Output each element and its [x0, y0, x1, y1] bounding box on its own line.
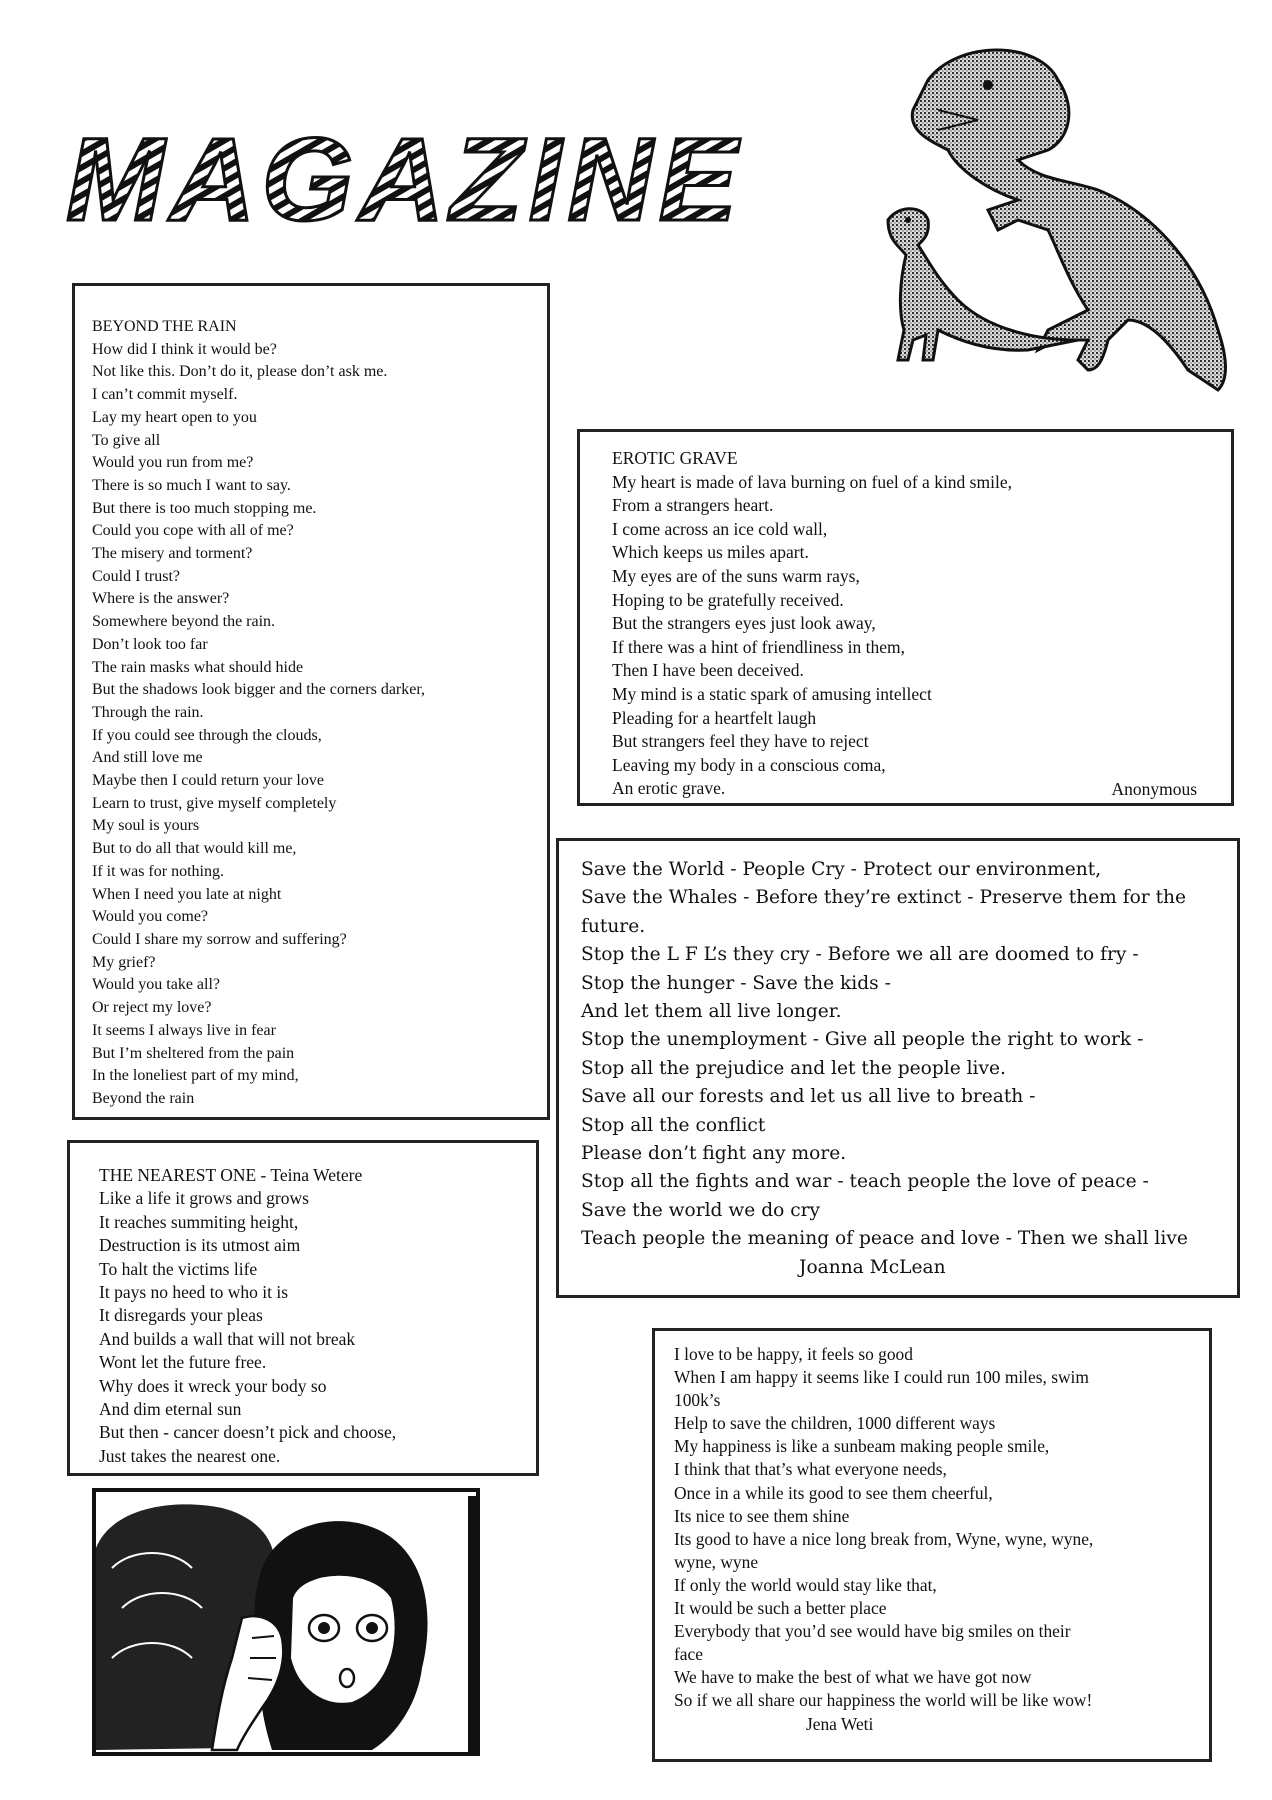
poem-line: But strangers feel they have to reject: [612, 731, 869, 752]
poem-line: The misery and torment?: [92, 545, 253, 563]
poem-line: From a strangers heart.: [612, 495, 774, 516]
magazine-title-text: MAGAZINE: [66, 120, 744, 240]
poem-line: Leaving my body in a conscious coma,: [612, 754, 886, 775]
poem-title: THE NEAREST ONE - Teina Wetere: [99, 1165, 363, 1185]
poem-line: Maybe then I could return your love: [92, 772, 324, 790]
poem-author: Joanna McLean: [799, 1256, 946, 1278]
poem-line: Stop the hunger - Save the kids -: [581, 972, 891, 994]
poem-line: And still love me: [92, 749, 203, 767]
the-nearest-one-poem: [67, 1140, 539, 1476]
poem-line: It would be such a better place: [674, 1598, 887, 1619]
poem-line: But the strangers eyes just look away,: [612, 613, 876, 634]
poem-line: Don’t look too far: [92, 635, 208, 653]
poem-line: Help to save the children, 1000 different ways: [674, 1413, 996, 1434]
beyond-the-rain-poem: [72, 283, 550, 1120]
poem-line: Teach people the meaning of peace and love - Then we shall live: [581, 1228, 1188, 1250]
poem-line: My eyes are of the suns warm rays,: [612, 565, 860, 586]
poem-line: It reaches summiting height,: [99, 1211, 299, 1232]
poem-line: Save all our forests and let us all live to breath -: [581, 1086, 1036, 1108]
poem-line: Where is the answer?: [92, 590, 230, 608]
poem-line: Wont let the future free.: [99, 1352, 267, 1373]
poem-line: Then I have been deceived.: [612, 660, 804, 681]
poem-line: Save the World - People Cry - Protect our environment,: [581, 859, 1102, 880]
poem-line: If only the world would stay like that,: [674, 1574, 937, 1595]
poem-line: It pays no heed to who it is: [99, 1282, 289, 1303]
poem-line: Once in a while its good to see them cheerful,: [674, 1482, 993, 1503]
poem-line: How did I think it would be?: [92, 340, 277, 358]
poem-line: When I need you late at night: [92, 885, 282, 903]
poem-line: And dim eternal sun: [99, 1399, 242, 1420]
poem-line: Stop all the conflict: [581, 1114, 766, 1136]
magazine-title: [62, 120, 822, 240]
poem-line: It seems I always live in fear: [92, 1021, 276, 1039]
poem-author: Anonymous: [1111, 779, 1197, 800]
poem-line: My heart is made of lava burning on fuel of a kind smile,: [612, 471, 1012, 492]
poem-line: Not like this. Don’t do it, please don’t ask me.: [92, 363, 388, 381]
poem-line: Why does it wreck your body so: [99, 1375, 327, 1396]
poem-line: Would you run from me?: [92, 454, 254, 472]
poem-line: future.: [581, 915, 646, 937]
poem-line: To halt the victims life: [99, 1258, 258, 1279]
poem-line: Which keeps us miles apart.: [612, 542, 809, 563]
poem-lines: [92, 339, 425, 1111]
poem-line: Or reject my love?: [92, 999, 212, 1017]
poem-line: Save the world we do cry: [581, 1199, 821, 1221]
poem-line: Could I share my sorrow and suffering?: [92, 930, 347, 948]
poem-line: My happiness is like a sunbeam making people smile,: [674, 1436, 1050, 1457]
poem-line: It disregards your pleas: [99, 1305, 263, 1326]
poem-line: Stop all the prejudice and let the people live.: [581, 1057, 1006, 1079]
poem-lines: [674, 1343, 1194, 1713]
poem-line: Could you cope with all of me?: [92, 522, 294, 540]
poem-lines: [612, 471, 1192, 801]
poem-line: But then - cancer doesn’t pick and choose,: [99, 1422, 397, 1443]
poem-line: Destruction is its utmost aim: [99, 1235, 301, 1256]
erotic-grave-poem: [577, 429, 1234, 806]
comic-whisper-illustration: [92, 1488, 480, 1756]
poem-line: Hoping to be gratefully received.: [612, 589, 844, 610]
poem-line: I come across an ice cold wall,: [612, 518, 828, 539]
poem-line: Its nice to see them shine: [674, 1505, 850, 1526]
poem-author: Jena Weti: [806, 1713, 874, 1734]
poem-line: Through the rain.: [92, 703, 204, 721]
poem-line: Stop the L F L’s they cry - Before we all are doomed to fry -: [581, 944, 1139, 966]
poem-line: wyne, wyne: [674, 1551, 759, 1572]
poem-title: EROTIC GRAVE: [612, 448, 738, 468]
poem-line: So if we all share our happiness the world will be like wow!: [674, 1690, 1093, 1711]
poem-line: The rain masks what should hide: [92, 658, 304, 676]
poem-line: Stop the unemployment - Give all people the right to work -: [581, 1029, 1144, 1051]
poem-line: I think that that’s what everyone needs,: [674, 1459, 947, 1480]
poem-line: We have to make the best of what we have got now: [674, 1667, 1032, 1688]
poem-line: But I’m sheltered from the pain: [92, 1044, 295, 1062]
poem-line: Learn to trust, give myself completely: [92, 794, 337, 812]
happiness-poem: [652, 1328, 1212, 1762]
poem-line: An erotic grave.: [612, 778, 726, 799]
poem-line: I love to be happy, it feels so good: [674, 1344, 913, 1364]
poem-line: Stop all the fights and war - teach people the love of peace -: [581, 1171, 1149, 1193]
poem-line: Beyond the rain: [92, 1089, 195, 1107]
save-the-world-poem: [556, 838, 1240, 1298]
poem-line: 100k’s: [674, 1390, 721, 1411]
poem-line: Would you come?: [92, 908, 209, 926]
poem-line: Just takes the nearest one.: [99, 1445, 281, 1466]
poem-line: If there was a hint of friendliness in them,: [612, 636, 906, 657]
poem-line: Please don’t fight any more.: [581, 1143, 847, 1165]
poem-line: Save the Whales - Before they’re extinct - Preserve them for the: [581, 887, 1187, 909]
poem-line: There is so much I want to say.: [92, 476, 291, 494]
dinosaur-illustration: [868, 40, 1248, 400]
poem-line: Somewhere beyond the rain.: [92, 613, 276, 631]
poem-line: I can’t commit myself.: [92, 386, 238, 404]
poem-line: To give all: [92, 431, 161, 449]
poem-line: Would you take all?: [92, 976, 221, 994]
poem-line: When I am happy it seems like I could run 100 miles, swim: [674, 1367, 1089, 1388]
poem-line: Lay my heart open to you: [92, 408, 257, 426]
poem-lines: [581, 856, 1221, 1254]
poem-line: Its good to have a nice long break from, Wyne, wyne, wyne,: [674, 1528, 1094, 1549]
poem-line: face: [674, 1644, 703, 1665]
poem-line: In the loneliest part of my mind,: [92, 1067, 299, 1085]
poem-lines: [99, 1187, 396, 1468]
poem-line: But the shadows look bigger and the corners darker,: [92, 681, 426, 699]
poem-line: But to do all that would kill me,: [92, 840, 297, 858]
poem-line: Like a life it grows and grows: [99, 1188, 309, 1209]
poem-line: But there is too much stopping me.: [92, 499, 317, 517]
poem-line: If you could see through the clouds,: [92, 726, 322, 744]
poem-line: And let them all live longer.: [581, 1001, 842, 1023]
poem-title: BEYOND THE RAIN: [92, 318, 237, 335]
poem-line: And builds a wall that will not break: [99, 1328, 356, 1349]
poem-line: My mind is a static spark of amusing intellect: [612, 683, 932, 704]
poem-line: My soul is yours: [92, 817, 200, 835]
poem-line: Everybody that you’d see would have big smiles on their: [674, 1621, 1071, 1642]
poem-line: My grief?: [92, 953, 156, 971]
poem-line: If it was for nothing.: [92, 862, 224, 880]
poem-line: Could I trust?: [92, 567, 180, 585]
poem-line: Pleading for a heartfelt laugh: [612, 707, 817, 728]
